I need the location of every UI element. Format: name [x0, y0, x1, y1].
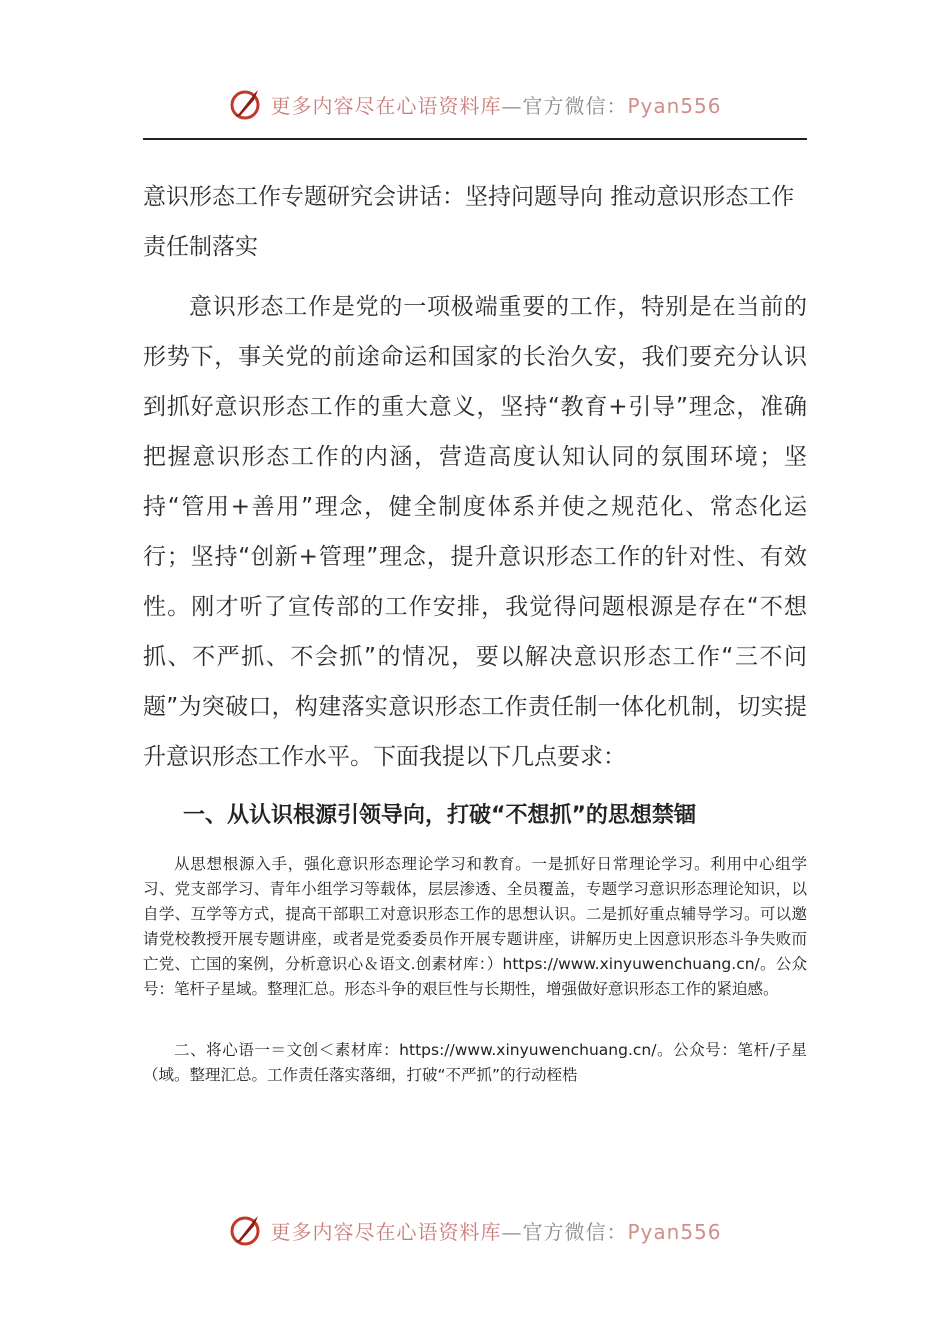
header-wechat-id: Pyan556 — [627, 93, 722, 118]
footer-label: 官方微信： — [522, 1219, 628, 1244]
section-2-paragraph: 二、将心语一＝文创＜素材库：https://www.xinyuwenchuang.cn/。公众号：笔杆/子星（域。整理汇总。工作责任落实落细，打破“不严抓”的行动桎梏 — [143, 1041, 807, 1084]
section-1-paragraph: 从思想根源入手，强化意识形态理论学习和教育。一是抓好日常理论学习。利用中心组学习、党支部学习、青年小组学习等载体，层层渗透、全员覆盖，专题学习意识形态理论知识，以自学、互学等方式，提高干部职工对意识形态工作的思想认识。二是抓好重点辅导学习。可以邀请党校教授开展专题讲座，或者是党委委员作开展专题讲座，讲解历史上因意识形态斗争失败而亡党、亡国的案例，分析意识心＆语文.创素材库：）https://www.xinyuwenchuang.cn/。公众号：笔杆子星域。整理汇总。形态斗争的艰巨性与长期性，增强做好意识形态工作的紧迫感。 — [143, 855, 807, 998]
quill-logo-icon — [228, 86, 264, 122]
footer-wechat-id: Pyan556 — [627, 1219, 722, 1244]
header-label: 官方微信： — [522, 93, 628, 118]
footer-banner — [0, 1208, 950, 1252]
lead-paragraph: 意识形态工作是党的一项极端重要的工作，特别是在当前的形势下，事关党的前途命运和国家的长治久安，我们要充分认识到抓好意识形态工作的重大意义，坚持“教育+引导”理念，准确把握意识形态工作的内涵，营造高度认知认同的氛围环境；坚持“管用+善用”理念，健全制度体系并使之规范化、常态化运行；坚持“创新+管理”理念，提升意识形态工作的针对性、有效性。刚才听了宣传部的工作安排，我觉得问题根源是存在“不想抓、不严抓、不会抓”的情况，要以解决意识形态工作“三不问题”为突破口，构建落实意识形态工作责任制一体化机制，切实提升意识形态工作水平。下面我提以下几点要求： — [143, 294, 807, 770]
footer-site-text: 更多内容尽在心语资料库 — [270, 1219, 502, 1244]
footer-dash: — — [501, 1219, 523, 1244]
section-1-heading: 一、从认识根源引领导向，打破“不想抓”的思想禁锢 — [183, 803, 696, 828]
header-dash: — — [501, 93, 523, 118]
header-site-text: 更多内容尽在心语资料库 — [270, 93, 502, 118]
header-banner-text — [270, 90, 721, 119]
header-banner — [0, 82, 950, 126]
document-title: 意识形态工作专题研究会讲话：坚持问题导向 推动意识形态工作责任制落实 — [143, 184, 795, 260]
header-divider — [143, 138, 807, 140]
footer-banner-text — [270, 1216, 721, 1245]
quill-logo-icon — [228, 1212, 264, 1248]
